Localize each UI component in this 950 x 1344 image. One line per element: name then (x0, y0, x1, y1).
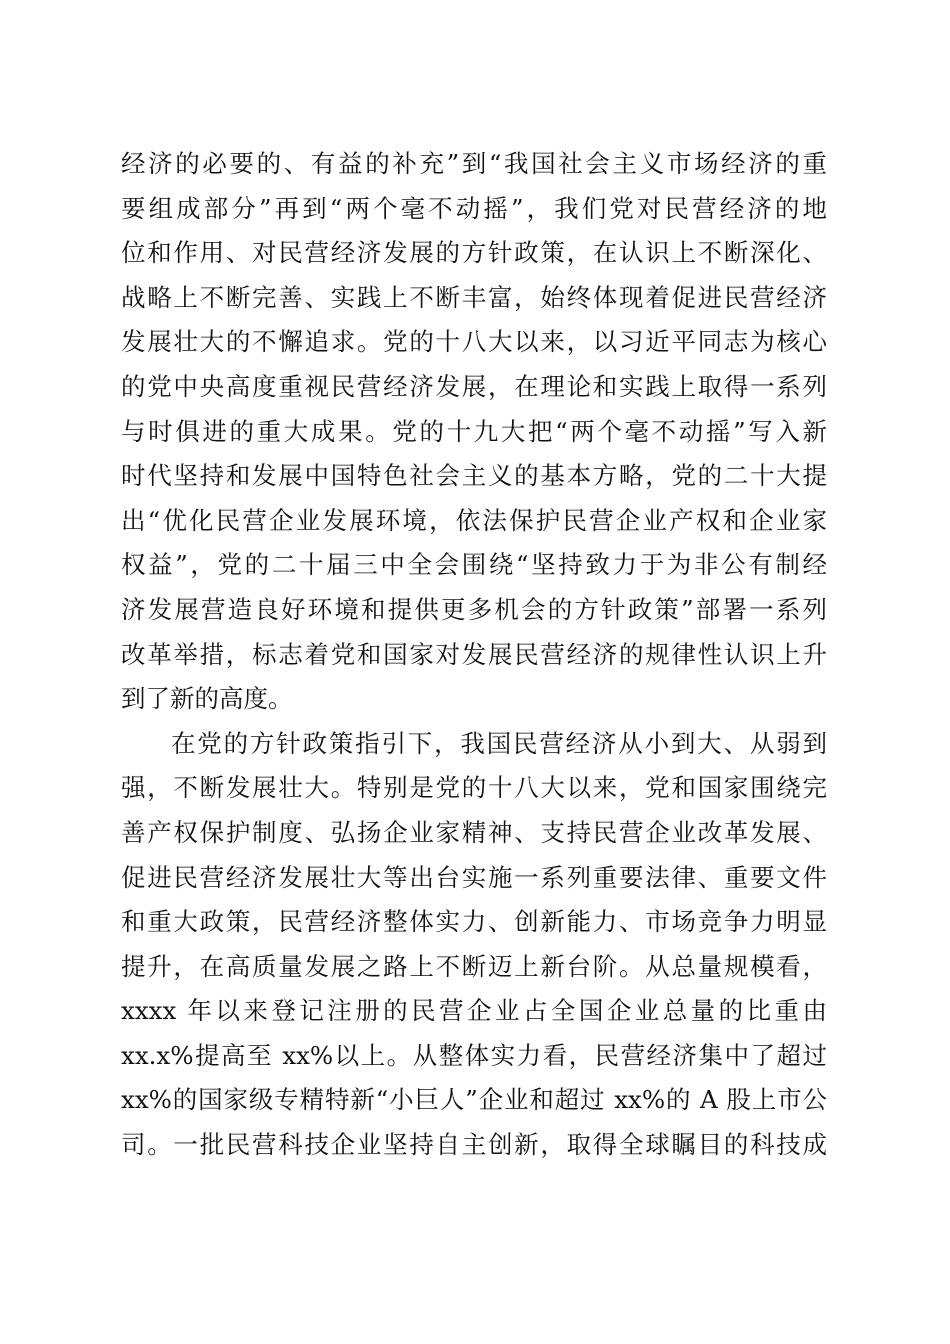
paragraph-line: 强，不断发展壮大。特别是党的十八大以来，党和国家围绕完 (121, 773, 827, 803)
paragraph-line: 战略上不断完善、实践上不断丰富，始终体现着促进民营经济 (121, 282, 827, 312)
paragraph-line: 善产权保护制度、弘扬企业家精神、支持民营企业改革发展、 (121, 817, 827, 847)
paragraph-line: xx%的国家级专精特新“小巨人”企业和超过 xx%的 A 股上市公 (121, 1085, 827, 1115)
paragraph-line: 权益”，党的二十届三中全会围绕“坚持致力于为非公有制经 (121, 550, 827, 580)
paragraph-line: 到了新的高度。 (121, 684, 293, 714)
paragraph-line: 发展壮大的不懈追求。党的十八大以来，以习近平同志为核心 (121, 327, 827, 357)
paragraph-line: 改革举措，标志着党和国家对发展民营经济的规律性认识上升 (121, 639, 827, 669)
document-body (121, 142, 827, 1168)
paragraph-line: 促进民营经济发展壮大等出台实施一系列重要法律、重要文件 (121, 862, 827, 892)
paragraph-line: 的党中央高度重视民营经济发展，在理论和实践上取得一系列 (121, 371, 827, 401)
paragraph-line: 位和作用、对民营经济发展的方针政策，在认识上不断深化、 (121, 238, 827, 268)
paragraph-line: 时代坚持和发展中国特色社会主义的基本方略，党的二十大提 (121, 461, 827, 491)
paragraph-2 (121, 722, 827, 1168)
paragraph-line: 在党的方针政策指引下，我国民营经济从小到大、从弱到 (171, 728, 827, 758)
paragraph-1 (121, 142, 827, 722)
paragraph-line: xx.x%提高至 xx%以上。从整体实力看，民营经济集中了超过 (121, 1040, 827, 1070)
paragraph-line: 和重大政策，民营经济整体实力、创新能力、市场竞争力明显 (121, 907, 827, 937)
paragraph-line: 提升，在高质量发展之路上不断迈上新台阶。从总量规模看， (121, 951, 827, 981)
paragraph-line: 要组成部分”再到“两个毫不动摇”，我们党对民营经济的地 (121, 193, 827, 223)
paragraph-line: 济发展营造良好环境和提供更多机会的方针政策”部署一系列 (121, 594, 827, 624)
paragraph-line: 经济的必要的、有益的补充”到“我国社会主义市场经济的重 (121, 149, 827, 178)
paragraph-line: 出“优化民营企业发展环境，依法保护民营企业产权和企业家 (121, 505, 827, 535)
paragraph-line: 司。一批民营科技企业坚持自主创新，取得全球瞩目的科技成 (121, 1130, 827, 1160)
paragraph-line: xxxx 年以来登记注册的民营企业占全国企业总量的比重由 (121, 996, 827, 1026)
paragraph-line: 与时俱进的重大成果。党的十九大把“两个毫不动摇”写入新 (121, 416, 827, 446)
